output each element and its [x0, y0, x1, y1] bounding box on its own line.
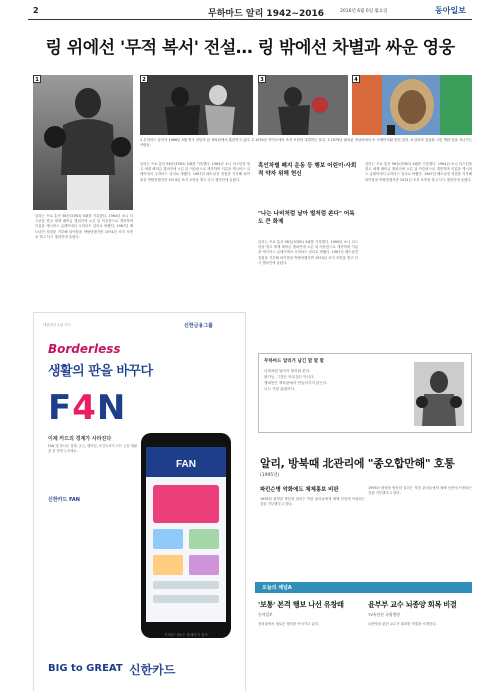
article2-subhead: 파킨슨병 악화에도 체제홍보 비판 — [260, 487, 339, 493]
fan-letter: 4 — [72, 388, 97, 428]
bottom-right-body: 뇌종양을 앓던 교수가 회복한 비결을 소개한다. — [368, 622, 437, 626]
bottom-right-headline: 윤부부 교수 뇌종양 회복 비결 — [368, 600, 457, 609]
photo-fight-frazier — [258, 75, 348, 135]
ad-note: 자세한 내용은 홈페이지 참조 — [164, 633, 208, 637]
bottom-left-body: 정치권에서 새로운 행보를 이어가고 있다. — [258, 622, 320, 626]
article-left-column: 알리는 프로 통산 56승(37KO) 5패를 기록했다. 1964년 소니 리스턴을 꺾고 세계 헤비급 챔피언에 오른 뒤 이슬람으로 개종하며 이름을 캐시어스 클레이에서 무하마드 알리로 바꿨다. 1967년 베트남전 징집을 거부해 타이틀을 박탈당했지만 1974년 조지 포먼을 꺾고 다시 챔피언에 올랐다. — [35, 214, 133, 239]
quote-box-title: 무하마드 알리가 남긴 말 말 말 — [264, 359, 324, 364]
photo-caption: 1 무하마드 알리가 1966년 5월 영국 런던의 한 체육관에서 훈련하고 있다. 2 1974년 자이르에서 조지 포먼과 대결하는 알리. 3 1975년 필리핀 마닐라에서 조 프레이저와 맞선 알리. 4 알리의 얼굴을 그린 벽화 앞을 지나가는 사람들. — [140, 138, 472, 148]
article2-headline: 알리, 방북때 北관리에 "종오합만해" 호통 — [260, 457, 455, 470]
photo-fight-foreman — [140, 75, 253, 135]
fight-scene — [258, 75, 348, 135]
bottom-left-headline: '보통' 본격 행보 나선 유창래 — [258, 600, 344, 609]
ad-app-name: 신한카드 FAN — [48, 497, 80, 503]
quote-list — [264, 368, 328, 392]
today-channel-label: 오늘의 채널A — [262, 585, 292, 591]
page-number: 2 — [33, 6, 39, 15]
boxer-silhouette — [33, 75, 133, 210]
quote-line: 불가능, 그것은 아무것도 아니다. — [264, 375, 315, 379]
newspaper-logo: 동아일보 — [435, 6, 466, 15]
bottom-right-byline: TV특선산 국립병원 — [368, 612, 400, 617]
fight-scene — [140, 75, 253, 135]
quote-line: 나는 가장 위대하다. — [264, 387, 296, 391]
photo-mural — [352, 75, 472, 135]
ad-tagline: 생활의 판을 바꾸다 — [48, 364, 153, 379]
header-rule — [28, 19, 472, 20]
quote-line: 챔피언은 체육관에서 만들어지지 않는다. — [264, 381, 328, 385]
article-subhead-2: "나는 나비처럼 날아 벌처럼 쏜다" 어록도 큰 화제 — [258, 211, 355, 226]
fan-letter: N — [96, 388, 127, 428]
main-headline: 링 위에선 '무적 복서' 전설… 링 밖에선 차별과 싸운 영웅 — [45, 38, 455, 58]
quote-box — [258, 353, 472, 433]
article-column-4: 알리는 프로 통산 56승(37KO) 5패를 기록했다. 1964년 소니 리스턴을 꺾고 세계 헤비급 챔피언에 오른 뒤 이슬람으로 개종하며 이름을 캐시어스 클레이에서 무하마드 알리로 바꿨다. 1967년 베트남전 징집을 거부해 타이틀을 박탈당했지만 1974년 조지 포먼을 꺾고 다시 챔피언에 올랐다. — [365, 162, 472, 182]
bottom-left-byline: 동아일보 — [258, 612, 273, 617]
shinhan-financial-logo: 신한금융그룹 — [184, 323, 213, 329]
ad-badge: 대한민국 1위 카드 — [43, 323, 72, 327]
quote-line: 나비처럼 날아서 벌처럼 쏜다. — [264, 369, 311, 373]
photo-number: 2 — [140, 75, 148, 83]
ad-slogan: BIG to GREAT — [48, 663, 123, 674]
mural-scene — [352, 75, 472, 135]
svg-text:FAN: FAN — [176, 459, 196, 470]
fan-letter: F — [48, 388, 73, 428]
article2-byline: (1995년) — [260, 473, 280, 478]
photo-boxer-training — [33, 75, 133, 210]
shinhan-card-advertisement[interactable] — [33, 312, 246, 691]
photo-number: 1 — [33, 75, 41, 83]
article-column-2: 알리는 프로 통산 56승(37KO) 5패를 기록했다. 1964년 소니 리스턴을 꺾고 세계 헤비급 챔피언에 오른 뒤 이슬람으로 개종하며 이름을 캐시어스 클레이에서 무하마드 알리로 바꿨다. 1967년 베트남전 징집을 거부해 타이틀을 박탈당했지만 1974년 조지 포먼을 꺾고 다시 챔피언에 올랐다. — [140, 162, 250, 182]
photo-number: 3 — [258, 75, 266, 83]
shinhan-card-brand: 신한카드 — [129, 663, 176, 677]
photo-ali-portrait — [414, 362, 464, 426]
smartphone-illustration — [139, 431, 234, 641]
issue-date: 2016년 6월 6일 월요일 — [340, 9, 388, 14]
ad-small-copy: FAN 앱 하나로 결제, 송금, 멤버십, 포인트까지 모든 금융 생활을 한 번에 누리세요. — [48, 444, 137, 453]
article2-body-col2: 1995년 평양을 방문한 알리는 북한 관리들에게 체제 선전에 이용되는 것을 거부했다고 한다. — [368, 486, 472, 496]
section-title: 무하마드 알리 1942~2016 — [208, 9, 325, 19]
article2-body-col1: 1995년 평양을 방문한 알리는 북한 관리들에게 체제 선전에 이용되는 것을 거부했다고 한다. — [260, 497, 365, 507]
article-column-3: 알리는 프로 통산 56승(37KO) 5패를 기록했다. 1964년 소니 리스턴을 꺾고 세계 헤비급 챔피언에 오른 뒤 이슬람으로 개종하며 이름을 캐시어스 클레이에서 무하마드 알리로 바꿨다. 1967년 베트남전 징집을 거부해 타이틀을 박탈당했지만 1974년 조지 포먼을 꺾고 다시 챔피언에 올랐다. — [258, 240, 358, 265]
article-subhead-1: 흑인차별 폐지 운동 등 행보 어린이·사회적 약자 위해 헌신 — [258, 163, 357, 178]
ad-headline-line: 이제 카드의 경계가 사라진다 — [48, 436, 112, 442]
ad-borderless: Borderless — [48, 342, 121, 356]
ad-fan-logo — [48, 388, 126, 428]
photo-number: 4 — [352, 75, 360, 83]
